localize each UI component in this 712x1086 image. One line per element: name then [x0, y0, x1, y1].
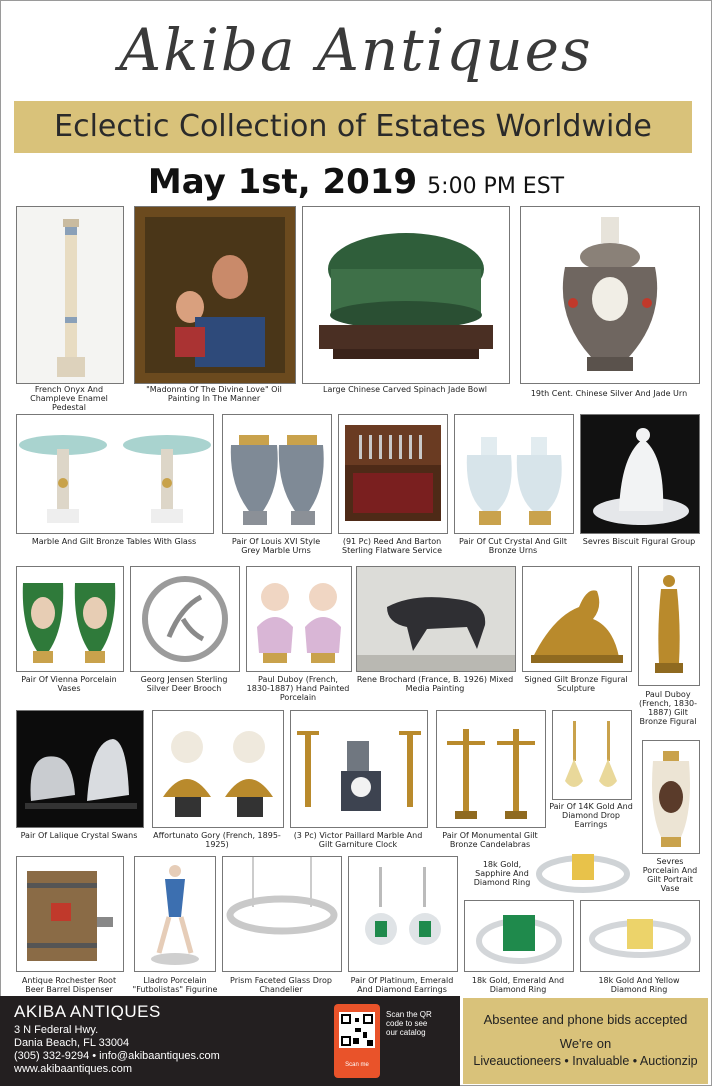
item-caption: Affortunato Gory (French, 1895-1925)	[153, 831, 281, 849]
item-photo-sapphire-ring	[534, 846, 632, 894]
poster-title: Akiba Antiques	[119, 16, 593, 84]
footer-company-name: AKIBA ANTIQUES	[14, 1002, 161, 1021]
auction-date: May 1st, 2019	[147, 162, 418, 202]
item-caption: Marble And Gilt Bronze Tables With Glass	[31, 537, 197, 546]
auction-date-line	[0, 162, 712, 202]
were-on-label: We're on	[559, 1036, 612, 1051]
footer-website[interactable]: www.akibaantiques.com	[14, 1063, 133, 1075]
item-photo-glass-tables	[16, 414, 214, 534]
item-photo-biscuit-group	[580, 414, 700, 534]
item-caption: Pair Of 14K Gold And Diamond Drop Earrings	[549, 802, 633, 829]
item-caption: Antique Rochester Root Beer Barrel Dispenser	[21, 976, 117, 994]
item-caption: Rene Brochard (France, B. 1926) Mixed Media Painting	[356, 675, 514, 693]
item-photo-root-beer-barrel	[16, 856, 124, 972]
item-photo-silver-jade-urn	[520, 206, 700, 384]
item-photo-jade-bowl	[302, 206, 510, 384]
item-photo-pedestal	[16, 206, 124, 384]
item-photo-marble-urns	[222, 414, 332, 534]
item-caption: 19th Cent. Chinese Silver And Jade Urn	[530, 389, 688, 398]
item-caption: (91 Pc) Reed And Barton Sterling Flatware Service	[341, 537, 442, 555]
item-caption: 18k Gold And Yellow Diamond Ring	[598, 976, 680, 994]
absentee-bids-text: Absentee and phone bids accepted	[483, 1012, 688, 1027]
footer-address-line1: 3 N Federal Hwy.	[14, 1024, 99, 1036]
item-caption: Pair Of Platinum, Emerald And Diamond Earrings	[350, 976, 454, 994]
footer-contact	[0, 996, 300, 1086]
item-caption: Georg Jensen Sterling Silver Deer Brooch	[140, 675, 228, 693]
item-caption: 18k Gold, Emerald And Diamond Ring	[471, 976, 565, 994]
item-caption: Pair Of Cut Crystal And Gilt Bronze Urns	[459, 537, 567, 555]
item-caption: French Onyx And Champleve Enamel Pedestal	[30, 385, 108, 412]
footer-phone-email[interactable]: (305) 332-9294 • info@akibaantiques.com	[14, 1050, 220, 1062]
qr-code-icon[interactable]	[339, 1012, 375, 1048]
item-caption: Paul Duboy (French, 1830-1887) Gilt Bronze Figural	[638, 690, 698, 726]
footer-qr-section	[300, 996, 460, 1086]
footer-address-line2: Dania Beach, FL 33004	[14, 1037, 130, 1049]
subtitle-banner	[14, 101, 692, 153]
platforms-list: Liveauctioneers • Invaluable • Auctionzip	[473, 1054, 698, 1068]
item-photo-lladro-figurine	[134, 856, 216, 972]
item-caption: Lladro Porcelain "Futbolistas" Figurine	[132, 976, 218, 994]
item-photo-lalique-swans	[16, 710, 144, 828]
item-photo-drop-earrings	[552, 710, 632, 800]
item-caption: Pair Of Lalique Crystal Swans	[20, 831, 138, 840]
item-caption: Pair Of Vienna Porcelain Vases	[21, 675, 117, 693]
item-caption: Signed Gilt Bronze Figural Sculpture	[524, 675, 628, 693]
item-caption: Prism Faceted Glass Drop Chandelier	[230, 976, 332, 994]
item-photo-vienna-vases	[16, 566, 124, 672]
item-photo-porcelain-busts	[246, 566, 352, 672]
item-caption: Sevres Porcelain And Gilt Portrait Vase	[642, 857, 698, 893]
qr-scan-label: Scan me	[345, 1062, 369, 1068]
item-caption: Pair Of Monumental Gilt Bronze Candelabras	[442, 831, 538, 849]
item-caption: "Madonna Of The Divine Love" Oil Painting In The Manner	[146, 385, 282, 403]
item-photo-emerald-earrings	[348, 856, 458, 972]
item-caption: 18k Gold, Sapphire And Diamond Ring	[473, 860, 531, 887]
item-photo-gilt-figural-sculpture	[522, 566, 632, 672]
item-photo-yellow-diamond-ring	[580, 900, 700, 972]
item-photo-garniture-clock	[290, 710, 428, 828]
item-caption: (3 Pc) Victor Paillard Marble And Gilt Garniture Clock	[293, 831, 423, 849]
item-photo-candelabras	[436, 710, 546, 828]
item-photo-duboy-bronze	[638, 566, 700, 686]
auction-time: 5:00 PM EST	[427, 174, 565, 199]
item-photo-emerald-ring	[464, 900, 574, 972]
phone-icon	[334, 1004, 380, 1078]
footer-bids-section	[463, 998, 708, 1084]
item-photo-portrait-vase	[642, 740, 700, 854]
item-caption: Pair Of Louis XVI Style Grey Marble Urns	[231, 537, 321, 555]
item-caption: Large Chinese Carved Spinach Jade Bowl	[323, 385, 487, 394]
subtitle-text: Eclectic Collection of Estates Worldwide	[54, 109, 652, 144]
item-photo-bull-painting	[356, 566, 516, 672]
qr-caption: Scan the QR code to see our catalog	[386, 1010, 432, 1037]
item-photo-madonna-painting	[134, 206, 296, 384]
item-photo-crystal-urns	[454, 414, 574, 534]
item-caption: Paul Duboy (French, 1830-1887) Hand Painted Porcelain	[246, 675, 350, 702]
item-caption: Sevres Biscuit Figural Group	[582, 537, 696, 546]
item-photo-gory-busts	[152, 710, 284, 828]
item-photo-deer-brooch	[130, 566, 240, 672]
item-photo-glass-chandelier	[222, 856, 342, 972]
item-photo-flatware-service	[338, 414, 448, 534]
